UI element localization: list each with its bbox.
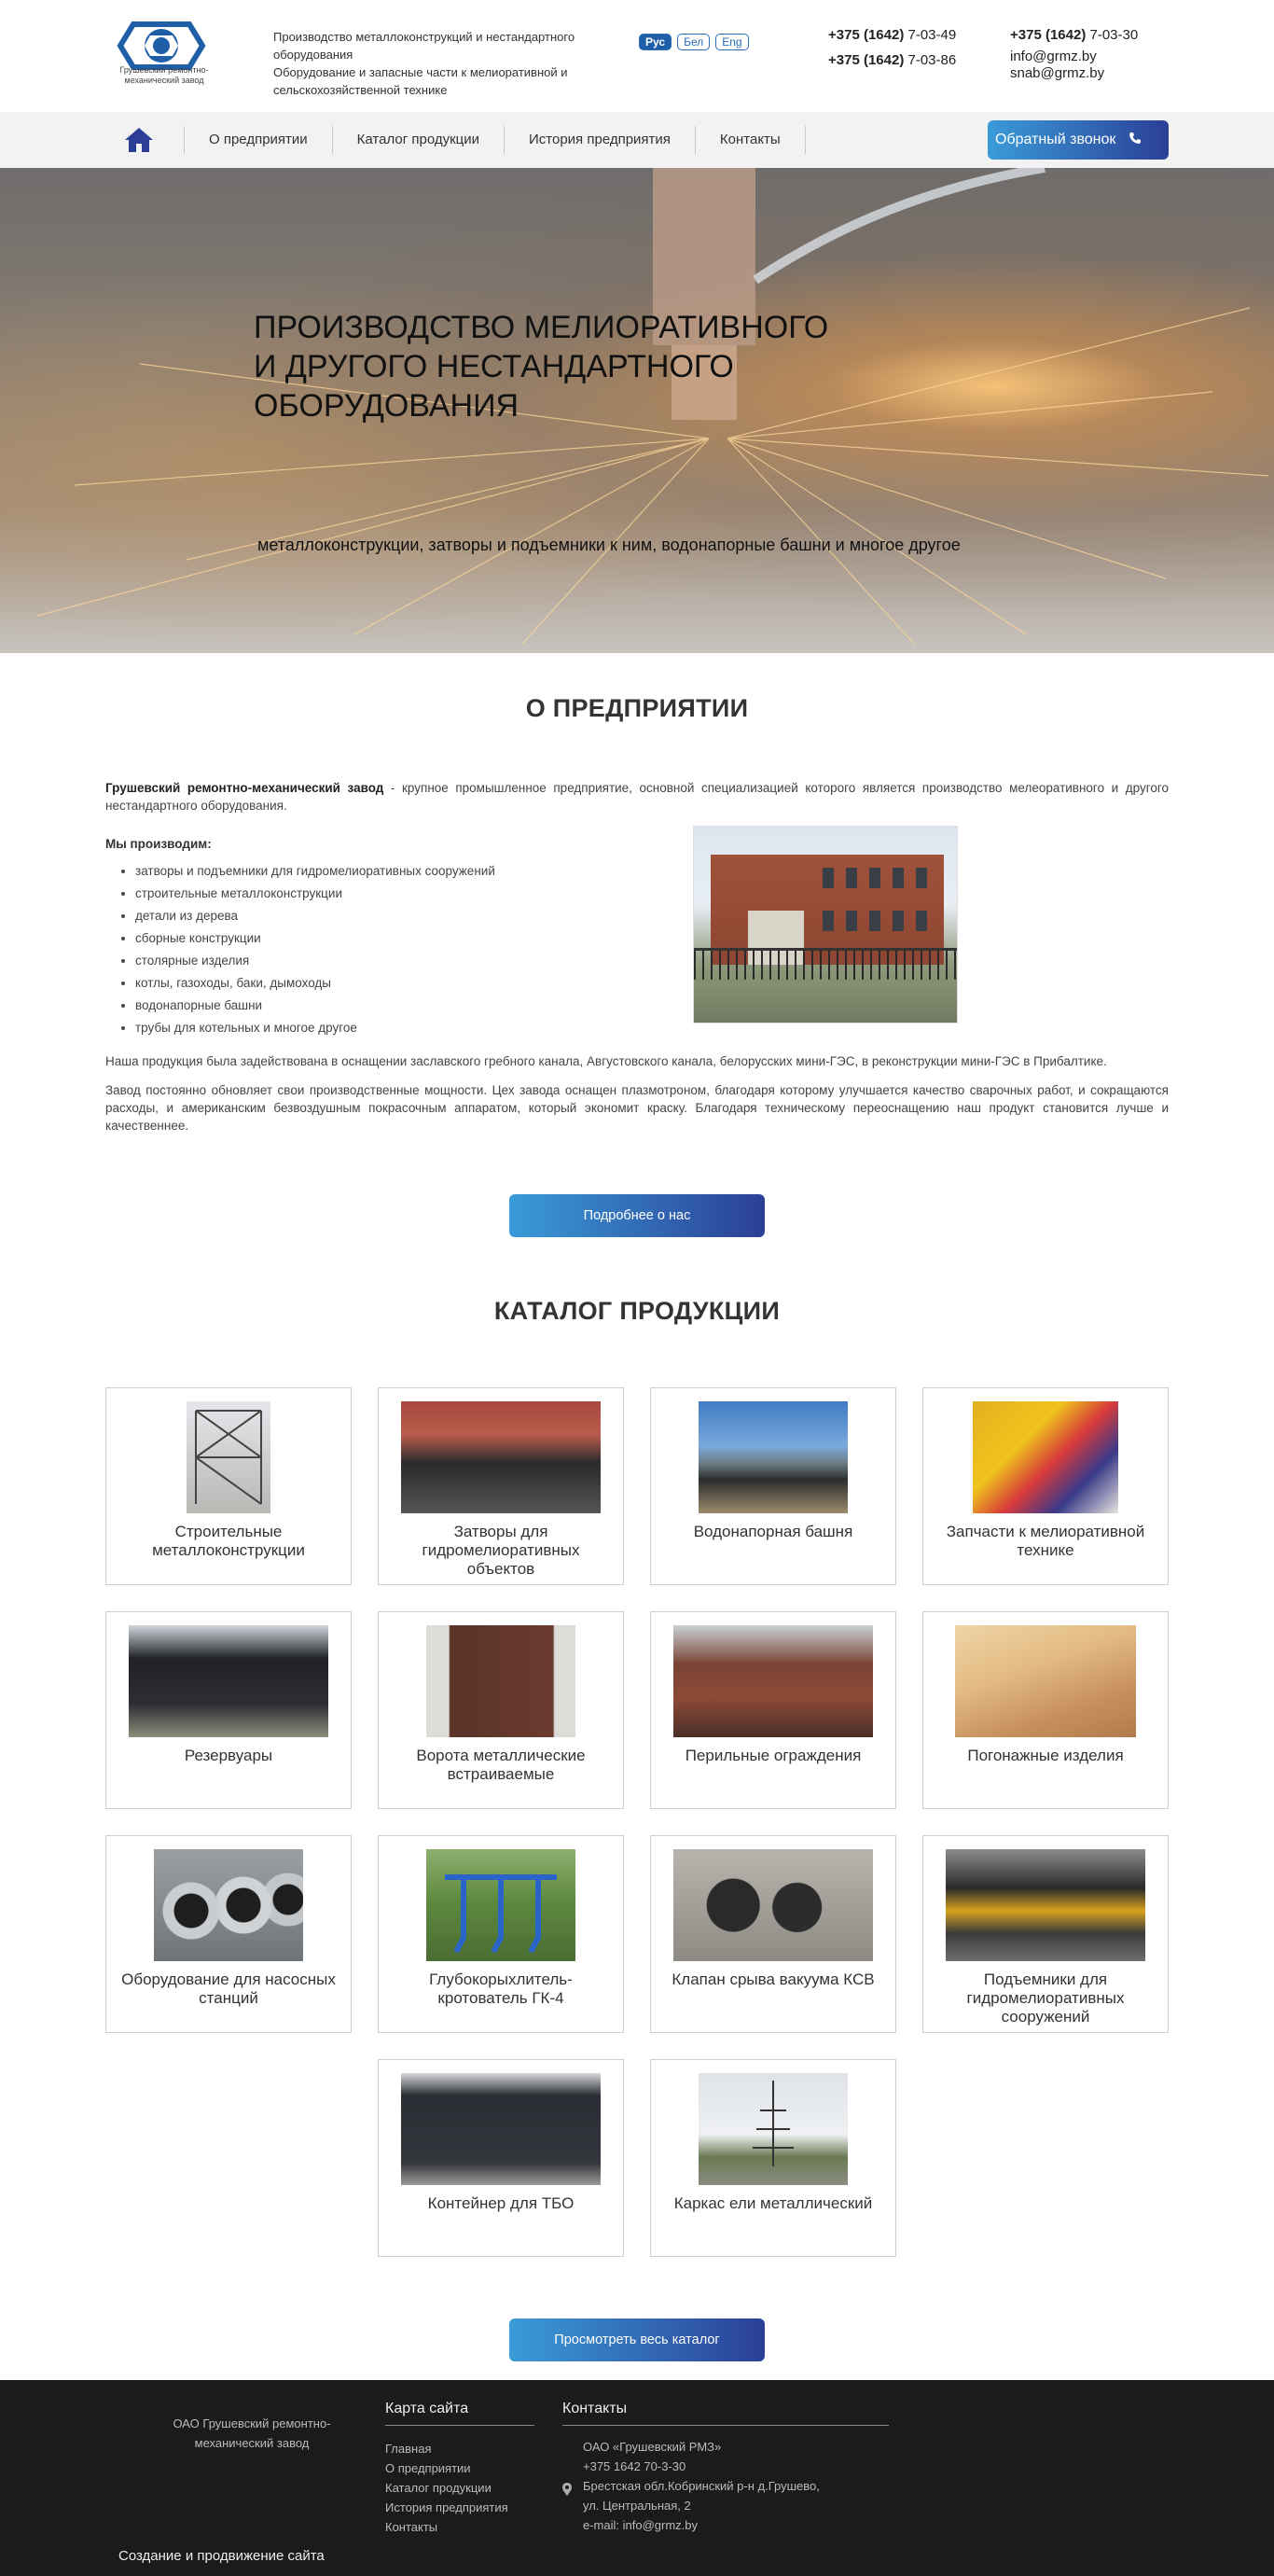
nav-item-about[interactable]: О предприятии — [184, 126, 333, 154]
callback-label: Обратный звонок — [995, 132, 1116, 147]
list-item: • водонапорные башни — [135, 995, 684, 1017]
hero-title: ПРОИЗВОДСТВО МЕЛИОРАТИВНОГО И ДРУГОГО НЕСТАНДАРТНОГО ОБОРУДОВАНИЯ — [254, 310, 829, 424]
sitemap-title: Карта сайта — [385, 2401, 534, 2426]
main-nav — [0, 112, 1274, 168]
product-photo — [154, 1849, 303, 1961]
catalog-card[interactable] — [922, 1835, 1169, 2033]
phone-2[interactable]: +375 (1642) 7-03-86 — [828, 52, 957, 68]
factory-building-photo — [693, 826, 958, 1023]
catalog-title: КАТАЛОГ ПРОДУКЦИИ — [493, 1297, 781, 1325]
phones-right — [1010, 22, 1138, 48]
catalog-card-label: Каркас ели металлический — [673, 2194, 873, 2212]
product-photo — [426, 1849, 575, 1961]
catalog-card[interactable] — [105, 1611, 352, 1809]
logo-caption: Грушевский ремонтно-механический завод — [119, 65, 209, 85]
footer-link-history[interactable]: История предприятия — [385, 2500, 508, 2514]
phone-icon — [1129, 132, 1142, 149]
catalog-card-label: Погонажные изделия — [967, 1747, 1124, 1764]
catalog-card-label: Контейнер для ТБО — [427, 2194, 575, 2212]
contact-line: Брестская обл.Кобринский р-н д.Грушево, — [583, 2479, 820, 2493]
view-catalog-button[interactable]: Просмотреть весь каталог — [509, 2318, 765, 2361]
lang-be-button[interactable]: Бел — [677, 34, 710, 50]
catalog-card-label: Перильные ограждения — [685, 1747, 862, 1764]
tagline-line-1: Производство металлоконструкций и нестандартного оборудования — [273, 30, 575, 62]
callback-button[interactable] — [988, 120, 1169, 160]
catalog-card[interactable] — [378, 1611, 624, 1809]
catalog-card-label: Клапан срыва вакуума КСВ — [672, 1970, 875, 1988]
product-photo — [129, 1625, 328, 1737]
produce-list — [105, 860, 684, 1039]
catalog-card[interactable] — [922, 1387, 1169, 1585]
contact-line: ОАО «Грушевский РМЗ» — [583, 2440, 722, 2454]
list-item: • трубы для котельных и многое другое — [135, 1017, 684, 1039]
list-item: • котлы, газоходы, баки, дымоходы — [135, 972, 684, 995]
catalog-card-label: Подъемники для гидромелиоративных сооружений — [966, 1970, 1125, 2026]
phones-left — [828, 22, 956, 73]
footer-link-about[interactable]: О предприятии — [385, 2461, 471, 2475]
tagline-line-2: Оборудование и запасные части к мелиоративной и сельскохозяйственной технике — [273, 65, 568, 97]
hero-banner — [0, 168, 1274, 653]
catalog-card-label: Водонапорная башня — [693, 1523, 853, 1540]
about-title: О ПРЕДПРИЯТИИ — [525, 694, 749, 722]
about-section — [105, 653, 1169, 1237]
product-photo — [401, 1401, 601, 1513]
email-info-link[interactable]: info@grmz.by — [1010, 49, 1097, 64]
phone-3[interactable]: +375 (1642) 7-03-30 — [1010, 27, 1139, 43]
footer-link-contacts[interactable]: Контакты — [385, 2520, 438, 2534]
header-tagline — [273, 28, 618, 99]
catalog-card[interactable] — [922, 1611, 1169, 1809]
about-intro: Грушевский ремонтно-механический завод - крупное промышленное предприятие, основной специализацией которого является производство мелеоративного и другого нестандартного оборудования. — [105, 781, 1170, 813]
footer — [0, 2380, 1274, 2576]
footer-company: ОАО Грушевский ремонтно-механический завод — [173, 2416, 331, 2450]
contacts-title: Контакты — [562, 2401, 889, 2426]
product-photo — [699, 1401, 848, 1513]
catalog-card-label: Запчасти к мелиоративной технике — [946, 1523, 1145, 1559]
catalog-card[interactable] — [650, 2059, 896, 2257]
catalog-card[interactable] — [650, 1835, 896, 2033]
lang-ru-button[interactable]: Рус — [639, 34, 672, 50]
catalog-card-label: Затворы для гидромелиоративных объектов — [422, 1523, 580, 1578]
footer-credits[interactable]: Создание и продвижение сайта — [118, 2548, 325, 2564]
catalog-section — [105, 1237, 1169, 2361]
footer-link-catalog[interactable]: Каталог продукции — [385, 2481, 492, 2495]
catalog-card-label: Резервуары — [184, 1747, 273, 1764]
catalog-card[interactable] — [378, 2059, 624, 2257]
product-photo — [673, 1849, 873, 1961]
lang-en-button[interactable]: Eng — [715, 34, 748, 50]
catalog-card[interactable] — [650, 1611, 896, 1809]
product-photo — [946, 1849, 1145, 1961]
list-item: • строительные металлоконструкции — [135, 883, 684, 905]
product-photo — [187, 1401, 270, 1513]
catalog-card-label: Ворота металлические встраиваемые — [416, 1747, 586, 1783]
more-about-button[interactable]: Подробнее о нас — [509, 1194, 765, 1237]
nav-item-catalog[interactable]: Каталог продукции — [333, 126, 505, 154]
product-photo — [973, 1401, 1118, 1513]
catalog-card[interactable] — [105, 1387, 352, 1585]
map-pin-icon — [562, 2482, 572, 2495]
footer-sitemap — [385, 2401, 534, 2537]
language-switcher — [639, 34, 749, 50]
catalog-card-label: Оборудование для насосных станций — [121, 1970, 336, 2007]
catalog-card-label: Строительные металлоконструкции — [152, 1523, 305, 1559]
contact-email[interactable]: e-mail: info@grmz.by — [583, 2518, 699, 2532]
product-photo — [955, 1625, 1136, 1737]
about-para-2: Наша продукция была задействована в оснащении заславского гребного канала, Августовского канала, белорусских мини-ГЭС, в реконструкции мини-ГЭС в Прибалтике. — [105, 1054, 1107, 1068]
catalog-card[interactable] — [378, 1387, 624, 1585]
header — [105, 0, 1169, 112]
catalog-card[interactable] — [105, 1835, 352, 2033]
footer-link-home[interactable]: Главная — [385, 2442, 432, 2456]
emails — [1010, 49, 1104, 82]
contact-phone[interactable]: +375 1642 70-3-30 — [583, 2459, 686, 2473]
nav-item-history[interactable]: История предприятия — [505, 126, 696, 154]
produce-heading: Мы производим: — [105, 837, 212, 851]
about-para-3: Завод постоянно обновляет свои производственные мощности. Цех завода оснащен плазмотроном, благодаря которому улучшается качество сварочных работ, и сокращаются расходы, и американским безвоздушным покрасочным аппаратом, который экономит краску. Благодаря техническому переоснащению наш продукт становится лучше и качественнее. — [105, 1083, 1169, 1133]
phone-1[interactable]: +375 (1642) 7-03-49 — [828, 27, 957, 43]
home-icon[interactable] — [122, 123, 156, 157]
catalog-card[interactable] — [378, 1835, 624, 2033]
catalog-grid — [105, 1387, 1169, 2257]
hero-subtitle: металлоконструкции, затворы и подъемники к ним, водонапорные башни и многое другое — [257, 536, 961, 554]
product-photo — [699, 2073, 848, 2185]
catalog-card[interactable] — [650, 1387, 896, 1585]
list-item: • сборные конструкции — [135, 927, 684, 950]
list-item: • столярные изделия — [135, 950, 684, 972]
footer-contacts — [562, 2401, 889, 2535]
about-row — [105, 826, 1169, 1039]
product-photo — [401, 2073, 601, 2185]
email-snab-link[interactable]: snab@grmz.by — [1010, 65, 1105, 81]
list-item: • детали из дерева — [135, 905, 684, 927]
nav-item-contacts[interactable]: Контакты — [696, 126, 806, 154]
catalog-card-label: Глубокорыхлитель-кротователь ГК-4 — [429, 1970, 573, 2007]
list-item: • затворы и подъемники для гидромелиоративных сооружений — [135, 860, 684, 883]
product-photo — [673, 1625, 873, 1737]
contact-line: ул. Центральная, 2 — [583, 2499, 691, 2513]
product-photo — [426, 1625, 575, 1737]
